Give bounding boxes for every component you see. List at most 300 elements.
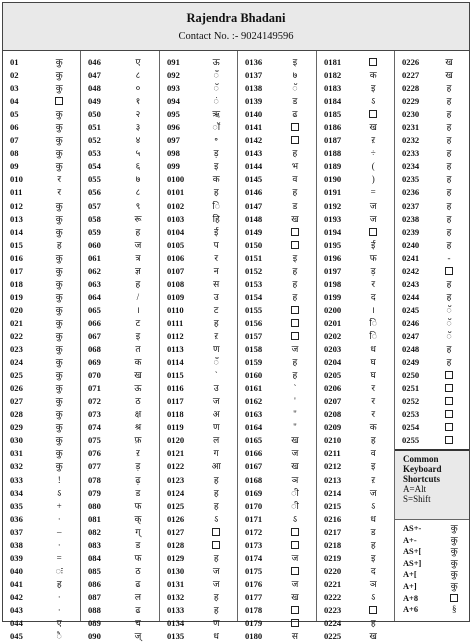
glyph: " [293, 409, 297, 420]
code-row [317, 447, 394, 460]
column-3 [160, 51, 238, 642]
glyph: कु [55, 344, 63, 355]
code-row [81, 56, 159, 69]
key-code: 0185 [324, 109, 342, 120]
key-code: 044 [10, 618, 23, 629]
glyph: अ [212, 409, 220, 420]
key-code: 0151 [245, 252, 263, 263]
code-row [160, 434, 237, 447]
key-code: 0166 [245, 448, 263, 459]
code-row [3, 500, 80, 513]
glyph: कु [55, 122, 63, 133]
key-code: 01 [10, 57, 19, 67]
code-row [3, 200, 80, 213]
glyph: ॉ [212, 122, 221, 133]
glyph: ऊ [134, 383, 142, 394]
glyph: ड़ [135, 461, 141, 472]
box-glyph-icon [212, 528, 220, 536]
glyph: ऱ [214, 330, 219, 341]
code-row [81, 69, 159, 82]
key-code: 0148 [245, 213, 263, 224]
key-code: 0104 [167, 226, 185, 237]
glyph: च [135, 618, 141, 629]
glyph: ८ [135, 187, 141, 198]
key-code: 07 [10, 135, 19, 146]
code-row [160, 578, 237, 591]
key-code: 080 [88, 500, 101, 511]
glyph: § [451, 604, 457, 615]
code-row [317, 395, 394, 408]
code-row [3, 421, 80, 434]
code-row [317, 591, 394, 604]
glyph: ँ [213, 70, 219, 81]
code-row [160, 226, 237, 239]
key-code: 0101 [167, 187, 185, 198]
key-code: 0102 [167, 200, 185, 211]
code-row [3, 382, 80, 395]
box-glyph-icon [369, 110, 377, 118]
key-code: 042 [10, 591, 23, 602]
key-code: 019 [10, 291, 23, 302]
glyph: न [213, 265, 219, 276]
glyph: ३ [135, 122, 141, 133]
glyph: ज [134, 239, 142, 250]
code-row [160, 356, 237, 369]
key-code: 092 [167, 70, 180, 81]
key-code: 0218 [324, 539, 342, 550]
code-row [317, 108, 394, 121]
key-code: 073 [88, 409, 101, 420]
page-header [3, 3, 469, 51]
code-row [3, 304, 80, 317]
code-row [160, 447, 237, 460]
key-code: 0244 [402, 291, 420, 302]
code-row [160, 539, 237, 552]
code-row [160, 239, 237, 252]
key-code: 091 [167, 57, 180, 67]
key-code: 0128 [167, 539, 185, 550]
box-glyph-icon [369, 228, 377, 236]
key-code: 026 [10, 383, 23, 394]
code-row [81, 565, 159, 578]
key-code: 072 [88, 396, 101, 407]
glyph: ॅ [446, 304, 452, 315]
glyph: र [371, 396, 376, 407]
code-row [395, 95, 469, 108]
key-code: 0220 [324, 565, 342, 576]
key-code: AS+- [403, 524, 422, 533]
key-code: 046 [88, 57, 101, 67]
key-code: AS+[ [403, 547, 422, 557]
box-glyph-icon [291, 541, 299, 549]
code-row [81, 160, 159, 173]
key-code: 0249 [402, 357, 420, 368]
glyph: ग [213, 448, 219, 459]
key-code: 087 [88, 591, 101, 602]
glyph [429, 408, 469, 421]
key-code: A+6 [403, 605, 419, 615]
key-code: 085 [88, 565, 101, 576]
glyph: = [370, 187, 376, 198]
box-glyph-icon [291, 306, 299, 314]
code-row [395, 56, 469, 69]
glyph: इ [292, 252, 298, 263]
glyph [195, 526, 237, 539]
glyph: कु [55, 330, 63, 341]
glyph: १ [135, 96, 141, 107]
glyph: कु [55, 435, 63, 446]
glyph: ह [213, 604, 219, 615]
key-code: 0117 [167, 396, 184, 407]
key-code: 086 [88, 578, 101, 589]
code-row [160, 343, 237, 356]
code-row [81, 578, 159, 591]
box-glyph-icon [212, 541, 220, 549]
code-row [238, 265, 316, 278]
glyph: ऽ [214, 513, 219, 524]
key-code: 0179 [245, 618, 263, 629]
code-row [317, 252, 394, 265]
glyph: स [213, 278, 220, 289]
key-code: 0235 [402, 174, 420, 185]
code-row [81, 421, 159, 434]
glyph [429, 434, 469, 447]
key-code: 0205 [324, 370, 342, 381]
code-row [81, 200, 159, 213]
box-glyph-icon [291, 241, 299, 249]
code-row [160, 82, 237, 95]
glyph: · [57, 591, 61, 602]
code-row [238, 630, 316, 643]
key-code: 0173 [245, 539, 263, 550]
key-code: 0162 [245, 396, 263, 407]
key-code: 0174 [245, 552, 263, 563]
key-code: 089 [88, 618, 101, 629]
key-code: A+- [403, 535, 417, 545]
code-row [238, 343, 316, 356]
code-row [160, 134, 237, 147]
key-code: 021 [10, 317, 23, 328]
glyph: ि [212, 200, 221, 211]
column-1 [3, 51, 81, 642]
key-code: 018 [10, 278, 23, 289]
code-row [238, 565, 316, 578]
key-code: 0169 [245, 487, 263, 498]
code-row [81, 134, 159, 147]
code-row [317, 513, 394, 526]
glyph [274, 526, 316, 539]
code-row [3, 395, 80, 408]
code-row [317, 343, 394, 356]
code-row [395, 82, 469, 95]
glyph: ढ [292, 109, 298, 120]
key-code: 045 [10, 631, 23, 642]
code-row [81, 356, 159, 369]
glyph [352, 226, 394, 239]
shortcut-row [395, 581, 469, 593]
code-row [317, 239, 394, 252]
code-row [317, 186, 394, 199]
code-row [238, 408, 316, 421]
box-glyph-icon [445, 371, 453, 379]
box-glyph-icon [445, 423, 453, 431]
glyph: ह [446, 344, 452, 355]
glyph: ख [445, 70, 453, 81]
code-row [81, 95, 159, 108]
code-row [81, 186, 159, 199]
key-code: 0215 [324, 500, 342, 511]
glyph: – [56, 526, 62, 537]
code-row [238, 213, 316, 226]
key-code: 058 [88, 213, 101, 224]
key-code: 0189 [324, 161, 342, 172]
key-code: 0182 [324, 70, 342, 81]
key-code: 0227 [402, 70, 420, 81]
code-row [238, 95, 316, 108]
code-row [81, 343, 159, 356]
glyph: ड [135, 487, 141, 498]
glyph: ॅ [292, 83, 298, 94]
glyph: कु [55, 148, 63, 159]
glyph: कु [55, 422, 63, 433]
key-code: 0196 [324, 252, 342, 263]
shortcut-row [395, 558, 469, 570]
glyph: ह [292, 291, 298, 302]
code-row [3, 343, 80, 356]
shortcut-row [395, 593, 469, 605]
code-row [317, 408, 394, 421]
code-row [238, 278, 316, 291]
glyph: रू [134, 213, 142, 224]
key-code: 0248 [402, 344, 420, 355]
glyph: ख [369, 122, 377, 133]
glyph: ह [446, 174, 452, 185]
column-4 [238, 51, 317, 642]
glyph: · [57, 604, 61, 615]
key-code: 0219 [324, 552, 342, 563]
code-row [160, 408, 237, 421]
code-row [395, 421, 469, 434]
code-row [3, 591, 80, 604]
glyph: ह [213, 317, 219, 328]
glyph [439, 593, 469, 605]
key-code: 0147 [245, 200, 263, 211]
glyph: ड [292, 200, 298, 211]
glyph: कु [55, 213, 63, 224]
glyph: ँ [213, 357, 219, 368]
code-row [395, 356, 469, 369]
glyph: ह [213, 487, 219, 498]
code-row [238, 56, 316, 69]
code-row [81, 552, 159, 565]
key-code: 065 [88, 304, 101, 315]
glyph: क् [134, 513, 142, 524]
glyph: उ [213, 291, 219, 302]
contact-number: Contact No. :- 9024149596 [178, 31, 294, 42]
key-code: A+[ [403, 570, 417, 580]
glyph: ज [291, 578, 299, 589]
code-row [81, 460, 159, 473]
code-row [160, 160, 237, 173]
glyph: इ [370, 552, 376, 563]
key-code: 027 [10, 396, 23, 407]
code-row [238, 513, 316, 526]
code-row [317, 291, 394, 304]
code-row [395, 408, 469, 421]
code-row [160, 330, 237, 343]
key-code: 0228 [402, 83, 420, 94]
glyph: कु [55, 200, 63, 211]
code-row [395, 226, 469, 239]
code-row [395, 239, 469, 252]
key-code: 09 [10, 161, 19, 172]
code-row [317, 369, 394, 382]
code-row [160, 56, 237, 69]
glyph: फ [369, 252, 377, 263]
code-row [395, 69, 469, 82]
glyph: द [370, 565, 376, 576]
key-code: 0154 [245, 291, 263, 302]
key-code: 0224 [324, 618, 342, 629]
key-code: 020 [10, 304, 23, 315]
code-row [81, 474, 159, 487]
code-row [160, 265, 237, 278]
glyph: ऽ [292, 513, 298, 524]
code-row [238, 147, 316, 160]
code-row [160, 200, 237, 213]
code-row [317, 500, 394, 513]
glyph: फ़ [134, 435, 142, 446]
glyph [195, 539, 237, 552]
key-code: 0110 [167, 304, 184, 315]
code-row [81, 604, 159, 617]
glyph: = [56, 552, 62, 563]
glyph: ह [446, 96, 452, 107]
glyph: ञ [369, 578, 377, 589]
key-code: 0217 [324, 526, 342, 537]
code-row [3, 317, 80, 330]
key-code: 054 [88, 161, 101, 172]
glyph: ि [369, 330, 378, 341]
glyph: इ [370, 461, 376, 472]
glyph: ड़ [213, 148, 219, 159]
code-row [160, 304, 237, 317]
code-row [81, 278, 159, 291]
code-row [160, 95, 237, 108]
glyph: ग् [135, 526, 141, 537]
glyph: ह [446, 161, 452, 172]
glyph: ह [135, 278, 141, 289]
glyph: ए [56, 618, 62, 629]
glyph: · [57, 539, 61, 550]
box-glyph-icon [55, 97, 63, 105]
key-code: 0109 [167, 291, 185, 302]
glyph [352, 108, 394, 121]
glyph: ड [292, 96, 298, 107]
glyph: ` [293, 383, 297, 394]
key-code: 0207 [324, 396, 342, 407]
key-code: 0127 [167, 526, 185, 537]
key-code: 0116 [167, 383, 184, 394]
glyph: ण [212, 344, 220, 355]
code-row [317, 304, 394, 317]
glyph: ज [291, 344, 299, 355]
key-code: 0172 [245, 526, 263, 537]
code-row [317, 434, 394, 447]
code-row [238, 369, 316, 382]
code-row [81, 382, 159, 395]
glyph: ७ [135, 174, 141, 185]
code-row [317, 630, 394, 643]
glyph: ध [213, 631, 219, 642]
code-row [3, 252, 80, 265]
key-code: 0105 [167, 239, 185, 250]
key-code: 0237 [402, 200, 420, 211]
key-code: 0214 [324, 487, 342, 498]
code-row [238, 395, 316, 408]
glyph: र [371, 409, 376, 420]
code-row [81, 487, 159, 500]
glyph: ढ़ [135, 474, 141, 485]
code-row [81, 526, 159, 539]
code-row [81, 330, 159, 343]
key-code: 039 [10, 552, 23, 563]
code-row [3, 186, 80, 199]
glyph: ि [369, 317, 378, 328]
glyph [274, 226, 316, 239]
glyph: ह [446, 135, 452, 146]
glyph: ह [446, 278, 452, 289]
key-code: 023 [10, 344, 23, 355]
box-glyph-icon [291, 319, 299, 327]
key-code: 064 [88, 291, 101, 302]
column-2 [81, 51, 160, 642]
key-code: 095 [167, 109, 180, 120]
key-code: 0210 [324, 435, 342, 446]
glyph: ख [291, 213, 299, 224]
glyph: ह [370, 435, 376, 446]
glyph: र [371, 278, 376, 289]
key-code: 055 [88, 174, 101, 185]
glyph: ह [56, 578, 62, 589]
key-code: 0140 [245, 109, 263, 120]
code-row [3, 173, 80, 186]
code-row [317, 226, 394, 239]
key-code: 0250 [402, 370, 420, 381]
key-code: 0226 [402, 57, 420, 67]
shortcut-row [395, 569, 469, 581]
glyph: ह [446, 291, 452, 302]
key-code: 0145 [245, 174, 263, 185]
key-code: 052 [88, 135, 101, 146]
glyph: कु [450, 523, 458, 533]
glyph: ॅ [213, 83, 219, 94]
key-code: 0178 [245, 604, 263, 615]
code-row [81, 239, 159, 252]
glyph: कु [55, 370, 63, 381]
glyph: ऽ [57, 487, 62, 498]
key-code: 0190 [324, 174, 342, 185]
reference-sheet [2, 2, 470, 642]
key-code: 0186 [324, 122, 342, 133]
key-code: 0132 [167, 591, 185, 602]
glyph: ध [370, 344, 376, 355]
glyph: ह [213, 591, 219, 602]
key-code: 0204 [324, 357, 342, 368]
code-row [3, 278, 80, 291]
code-row [317, 213, 394, 226]
glyph: कु [55, 291, 63, 302]
